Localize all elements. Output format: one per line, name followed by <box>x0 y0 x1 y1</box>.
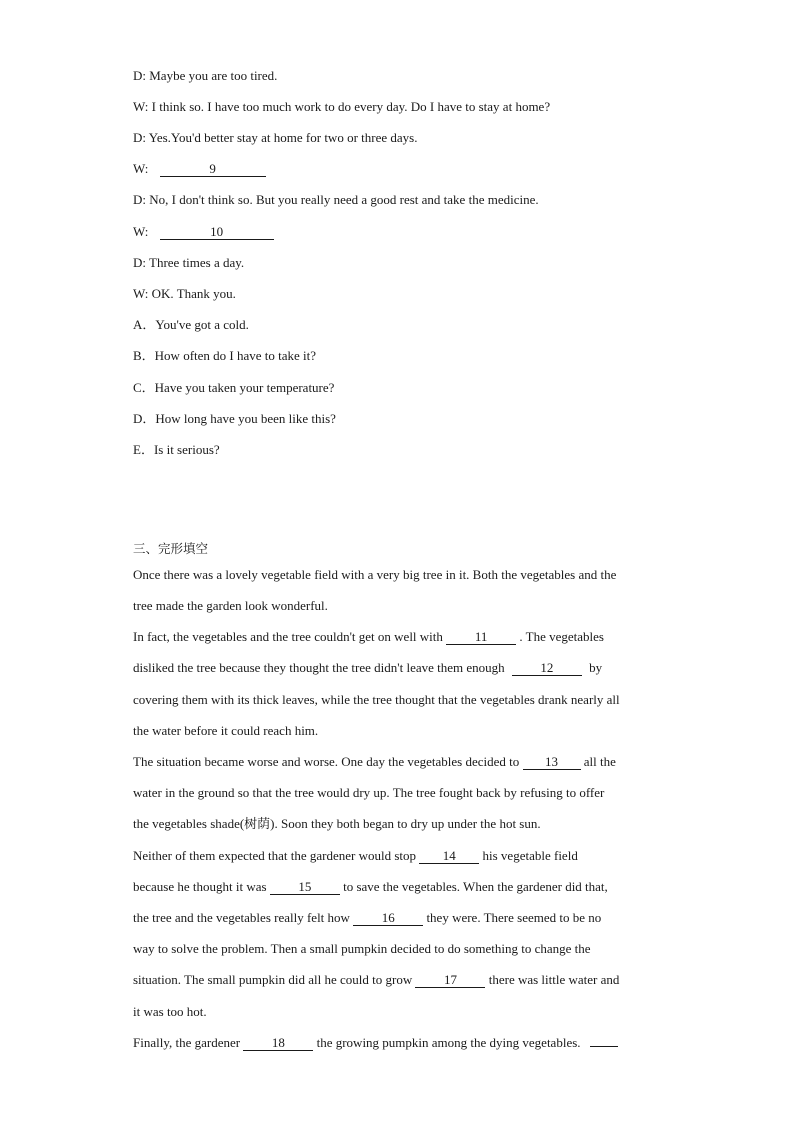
dialogue-line-5: D: No, I don't think so. But you really need a good rest and take the medicine. <box>133 192 539 207</box>
passage-line-1: Once there was a lovely vegetable field with a very big tree in it. Both the vegetables and the <box>133 567 617 582</box>
text-segment: The situation became worse and worse. One day the vegetables decided to <box>133 754 520 769</box>
answer-blank-16[interactable]: 16 <box>353 911 423 926</box>
answer-blank-19[interactable] <box>590 1046 618 1047</box>
text-segment: In fact, the vegetables and the tree couldn't get on well with <box>133 629 447 644</box>
passage-line-16 <box>133 1035 618 1051</box>
text-segment: situation. The small pumpkin did all he could to grow <box>133 972 416 987</box>
text-segment: the tree and the vegetables really felt how <box>133 910 354 925</box>
text-segment: to save the vegetables. When the gardener did that, <box>343 879 608 894</box>
answer-blank-13[interactable]: 13 <box>523 755 581 770</box>
text-segment: they were. There seemed to be no <box>426 910 602 925</box>
dialogue-line-blank-9 <box>133 161 266 177</box>
passage-line-14 <box>133 972 619 988</box>
dialogue-line-8: W: OK. Thank you. <box>133 286 236 301</box>
passage-line-13: way to solve the problem. Then a small pumpkin decided to do something to change the <box>133 941 591 956</box>
speaker-label: W: <box>133 161 149 176</box>
dialogue-line-7: D: Three times a day. <box>133 255 245 270</box>
dialogue-line-blank-10 <box>133 224 274 240</box>
option-a: A．You've got a cold. <box>133 317 249 332</box>
passage-line-9: the vegetables shade(树荫). Soon they both began to dry up under the hot sun. <box>133 816 541 831</box>
section-title: 三、完形填空 <box>133 541 209 556</box>
passage-line-10 <box>133 848 578 864</box>
passage-line-4 <box>133 660 602 676</box>
passage-line-6: the water before it could reach him. <box>133 723 319 738</box>
option-c: C．Have you taken your temperature? <box>133 380 335 395</box>
answer-blank-10[interactable]: 10 <box>160 225 274 240</box>
option-d: D．How long have you been like this? <box>133 411 336 426</box>
answer-blank-18[interactable]: 18 <box>243 1036 313 1051</box>
dialogue-line-2: W: I think so. I have too much work to do every day. Do I have to stay at home? <box>133 99 551 114</box>
answer-blank-14[interactable]: 14 <box>419 849 479 864</box>
answer-blank-12[interactable]: 12 <box>512 661 582 676</box>
option-b: B．How often do I have to take it? <box>133 348 317 363</box>
passage-line-8: water in the ground so that the tree would dry up. The tree fought back by refusing to offer <box>133 785 605 800</box>
text-segment: by <box>589 660 603 675</box>
passage-line-3 <box>133 629 604 645</box>
text-segment: there was little water and <box>488 972 620 987</box>
option-e: E．Is it serious? <box>133 442 220 457</box>
passage-line-5: covering them with its thick leaves, while the tree thought that the vegetables drank nearly all <box>133 692 620 707</box>
text-segment: his vegetable field <box>482 848 578 863</box>
answer-blank-15[interactable]: 15 <box>270 880 340 895</box>
passage-line-2: tree made the garden look wonderful. <box>133 598 328 613</box>
text-segment: disliked the tree because they thought the tree didn't leave them enough <box>133 660 508 675</box>
answer-blank-11[interactable]: 11 <box>446 630 516 645</box>
answer-blank-9[interactable]: 9 <box>160 162 266 177</box>
speaker-label: W: <box>133 224 149 239</box>
passage-line-12 <box>133 910 601 926</box>
dialogue-line-1: D: Maybe you are too tired. <box>133 68 278 83</box>
passage-line-15: it was too hot. <box>133 1004 207 1019</box>
dialogue-line-3: D: Yes.You'd better stay at home for two or three days. <box>133 130 418 145</box>
text-segment: Neither of them expected that the gardener would stop <box>133 848 420 863</box>
passage-line-11 <box>133 879 608 895</box>
passage-line-7 <box>133 754 616 770</box>
answer-blank-17[interactable]: 17 <box>415 973 485 988</box>
text-segment: all the <box>583 754 616 769</box>
text-segment: because he thought it was <box>133 879 270 894</box>
text-segment: the growing pumpkin among the dying vegetables. <box>316 1035 584 1050</box>
text-segment: Finally, the gardener <box>133 1035 244 1050</box>
text-segment: . The vegetables <box>519 629 604 644</box>
